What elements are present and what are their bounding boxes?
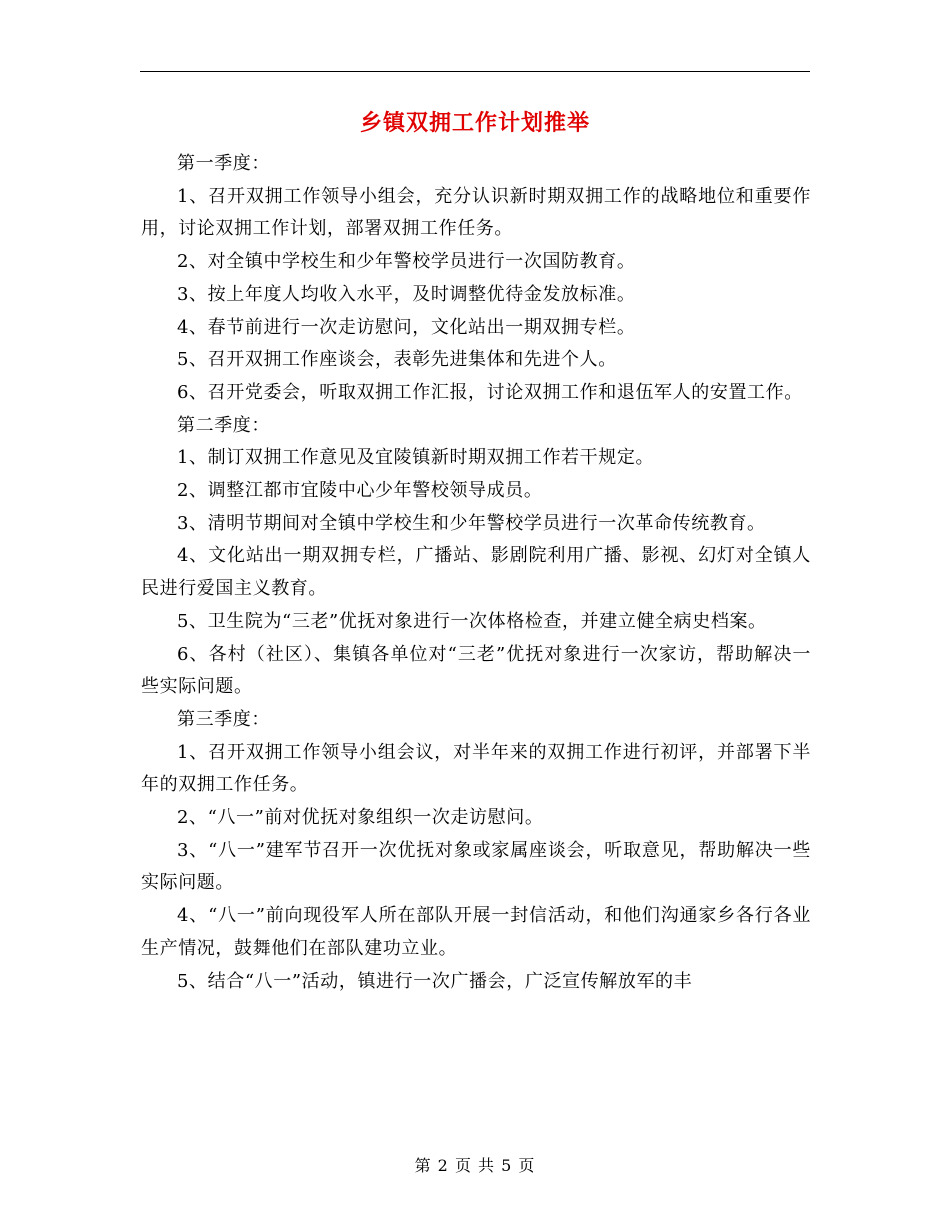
paragraph: 6、召开党委会，听取双拥工作汇报，讨论双拥工作和退伍军人的安置工作。	[177, 381, 803, 403]
page-number-footer: 第 2 页 共 5 页	[414, 1156, 536, 1175]
paragraph: 5、结合“八一”活动，镇进行一次广播会，广泛宣传解放军的丰	[177, 970, 693, 992]
document-title: 乡镇双拥工作计划推举	[359, 111, 590, 136]
paragraph: 第一季度：	[177, 153, 270, 174]
paragraph: 5、召开双拥工作座谈会，表彰先进集体和先进个人。	[177, 349, 617, 371]
paragraph: 2、对全镇中学校生和少年警校学员进行一次国防教育。	[177, 251, 636, 273]
header-rule	[140, 71, 810, 72]
paragraph: 5、卫生院为“三老”优抚对象进行一次体格检查，并建立健全病史档案。	[177, 610, 767, 632]
paragraph: 4、“八一”前向现役军人所在部队开展一封信活动，和他们沟通家乡各行各业生产情况，鼓舞他们在部队建功立业。	[141, 905, 811, 959]
paragraph: 4、春节前进行一次走访慰问，文化站出一期双拥专栏。	[177, 316, 636, 338]
paragraph: 2、“八一”前对优抚对象组织一次走访慰问。	[177, 807, 544, 829]
paragraph: 第三季度：	[177, 708, 270, 730]
paragraph: 3、清明节期间对全镇中学校生和少年警校学员进行一次革命传统教育。	[177, 512, 766, 534]
paragraph: 1、召开双拥工作领导小组会议，对半年来的双拥工作进行初评，并部署下半年的双拥工作任务。	[141, 741, 811, 796]
paragraph: 1、制订双拥工作意见及宜陵镇新时期双拥工作若干规定。	[177, 447, 655, 469]
paragraph: 4、文化站出一期双拥专栏，广播站、影剧院利用广播、影视、幻灯对全镇人民进行爱国主义教育。	[141, 545, 811, 600]
paragraph: 6、各村（社区）、集镇各单位对“三老”优抚对象进行一次家访，帮助解决一些实际问题。	[141, 643, 811, 698]
paragraph: 3、“八一”建军节召开一次优抚对象或家属座谈会，听取意见，帮助解决一些实际问题。	[141, 839, 811, 894]
paragraph: 3、按上年度人均收入水平，及时调整优待金发放标准。	[177, 283, 636, 305]
paragraph: 1、召开双拥工作领导小组会，充分认识新时期双拥工作的战略地位和重要作用，讨论双拥工作计划，部署双拥工作任务。	[141, 185, 811, 240]
paragraph: 第二季度：	[177, 414, 270, 436]
document-body	[141, 148, 811, 998]
paragraph: 2、调整江都市宜陵中心少年警校领导成员。	[177, 480, 543, 502]
